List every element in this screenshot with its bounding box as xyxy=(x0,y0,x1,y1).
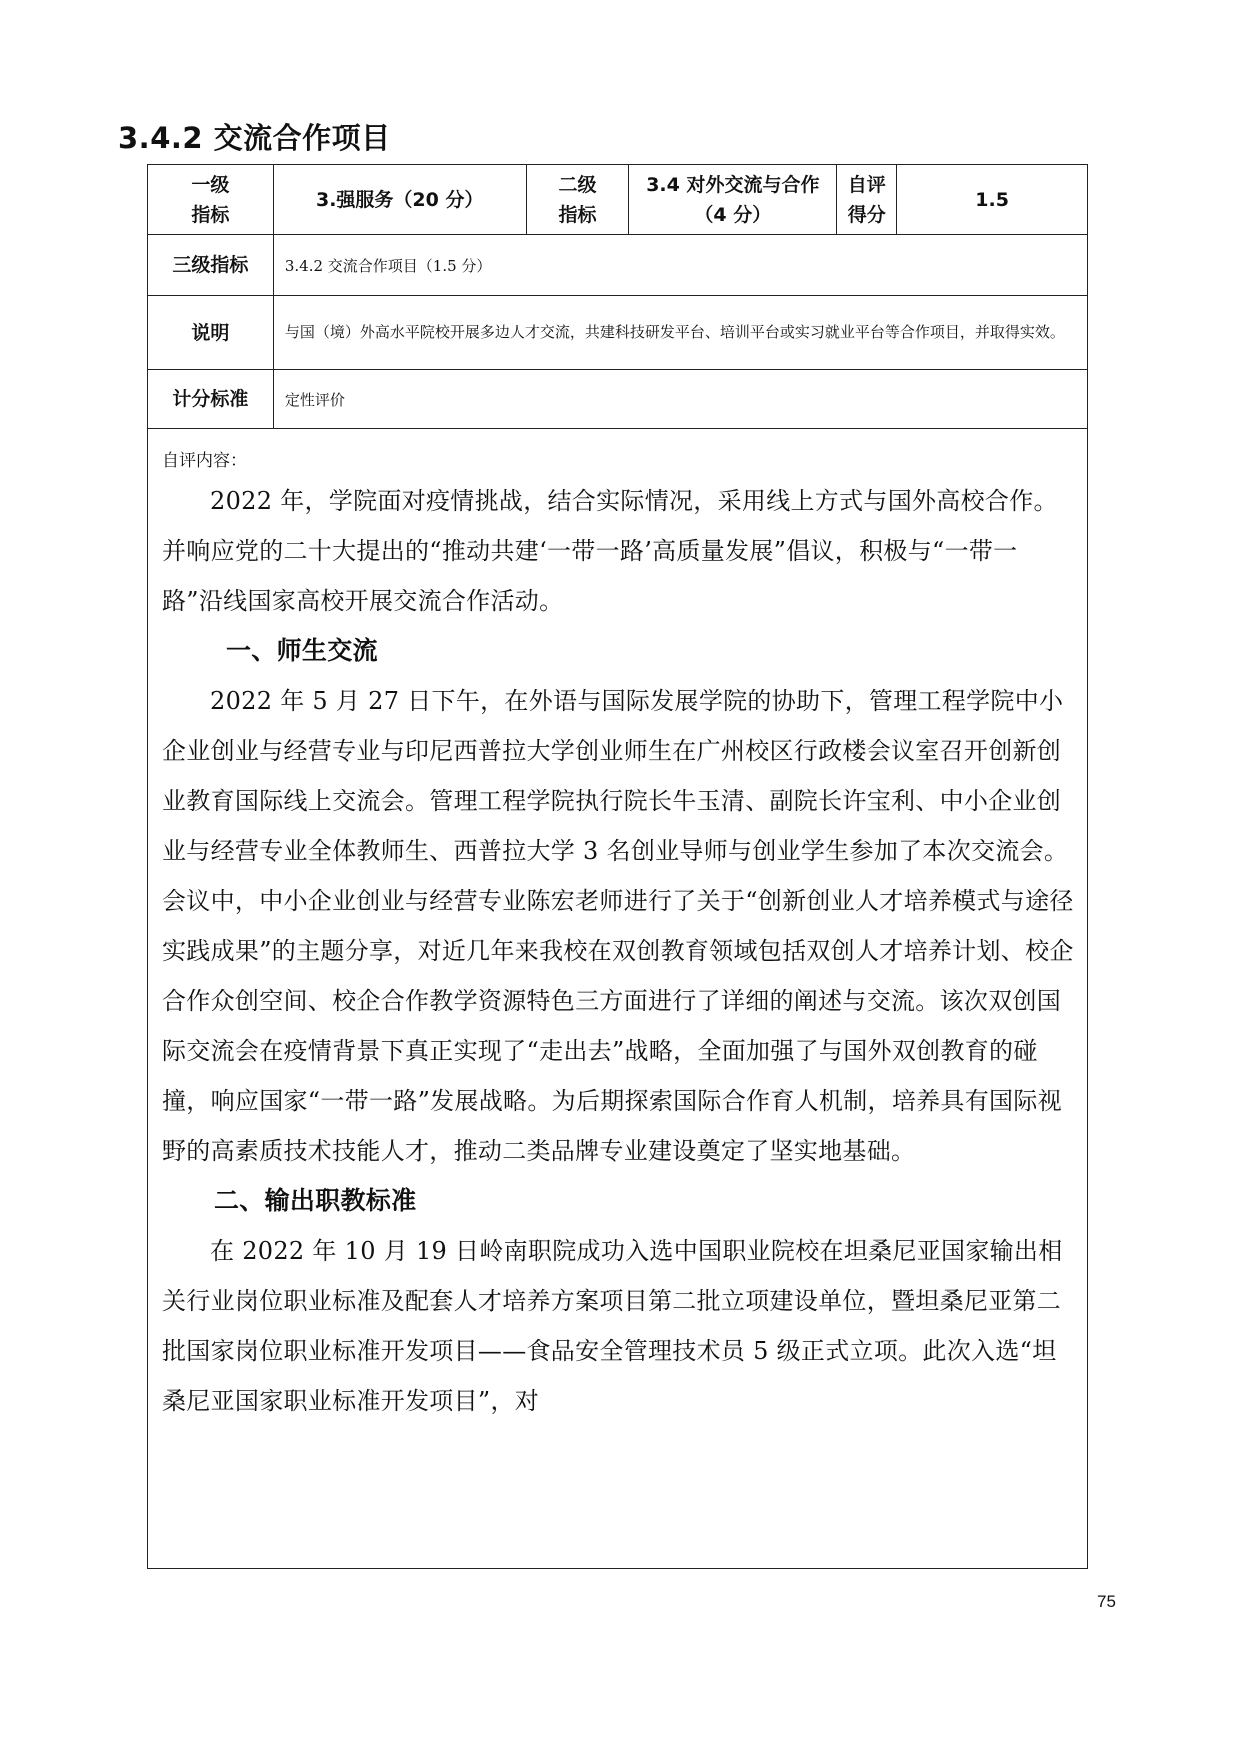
description-value: 与国（境）外高水平院校开展多边人才交流，共建科技研发平台、培训平台或实习就业平台等合作项目，并取得实效。 xyxy=(273,296,1087,370)
criteria-label: 计分标准 xyxy=(148,370,274,429)
intro-paragraph: 2022 年，学院面对疫情挑战，结合实际情况，采用线上方式与国外高校合作。并响应党的二十大提出的“推动共建‘一带一路’高质量发展”倡议，积极与“一带一路”沿线国家高校开展交流合作活动。 xyxy=(162,487,1058,615)
level1-value: 3.强服务（20 分） xyxy=(273,165,526,235)
section-title: 二、输出职教标准 xyxy=(214,1186,417,1215)
indicator-table xyxy=(147,164,1088,429)
self-score-label: 自评 得分 xyxy=(837,165,897,235)
table-row xyxy=(148,370,1088,429)
section-paragraph: 2022 年 5 月 27 日下午，在外语与国际发展学院的协助下，管理工程学院中小企业创业与经营专业与印尼西普拉大学创业师生在广州校区行政楼会议室召开创新创业教育国际线上交流会。管理工程学院执行院长牛玉清、副院长许宝利、中小企业创业与经营专业全体教师生、西普拉大学 3 名创业导师与创业学生参加了本次交流会。会议中，中小企业创业与经营专业陈宏老师进行了关于“创新创业人才培养模式与途径实践成果”的主题分享，对近几年来我校在双创教育领域包括双创人才培养计划、校企合作众创空间、校企合作教学资源特色三方面进行了详细的阐述与交流。该次双创国际交流会在疫情背景下真正实现了“走出去”战略，全面加强了与国外双创教育的碰撞，响应国家“一带一路”发展战略。为后期探索国际合作育人机制，培养具有国际视野的高素质技术技能人才，推动二类品牌专业建设奠定了坚实地基础。 xyxy=(162,687,1074,1165)
self-evaluation-label: 自评内容： xyxy=(162,451,247,471)
table-row xyxy=(148,235,1088,296)
level2-label: 二级 指标 xyxy=(526,165,629,235)
level1-label: 一级 指标 xyxy=(148,165,274,235)
table-row xyxy=(148,296,1088,370)
section-heading: 3.4.2 交流合作项目 xyxy=(118,121,391,155)
self-score-value: 1.5 xyxy=(897,165,1088,235)
section-paragraph: 在 2022 年 10 月 19 日岭南职院成功入选中国职业院校在坦桑尼亚国家输出相关行业岗位职业标准及配套人才培养方案项目第二批立项建设单位，暨坦桑尼亚第二批国家岗位职业标准开发项目——食品安全管理技术员 5 级正式立项。此次入选“坦桑尼亚国家职业标准开发项目”，对 xyxy=(162,1237,1063,1415)
self-evaluation-content xyxy=(162,476,1077,1426)
self-evaluation-box xyxy=(147,428,1088,1569)
section-title: 一、师生交流 xyxy=(226,636,378,665)
table-row xyxy=(148,165,1088,235)
level3-label: 三级指标 xyxy=(148,235,274,296)
criteria-value: 定性评价 xyxy=(273,370,1087,429)
level2-value: 3.4 对外交流与合作 （4 分） xyxy=(629,165,837,235)
page-number: 75 xyxy=(1097,1592,1116,1611)
description-label: 说明 xyxy=(148,296,274,370)
level3-value: 3.4.2 交流合作项目（1.5 分） xyxy=(273,235,1087,296)
